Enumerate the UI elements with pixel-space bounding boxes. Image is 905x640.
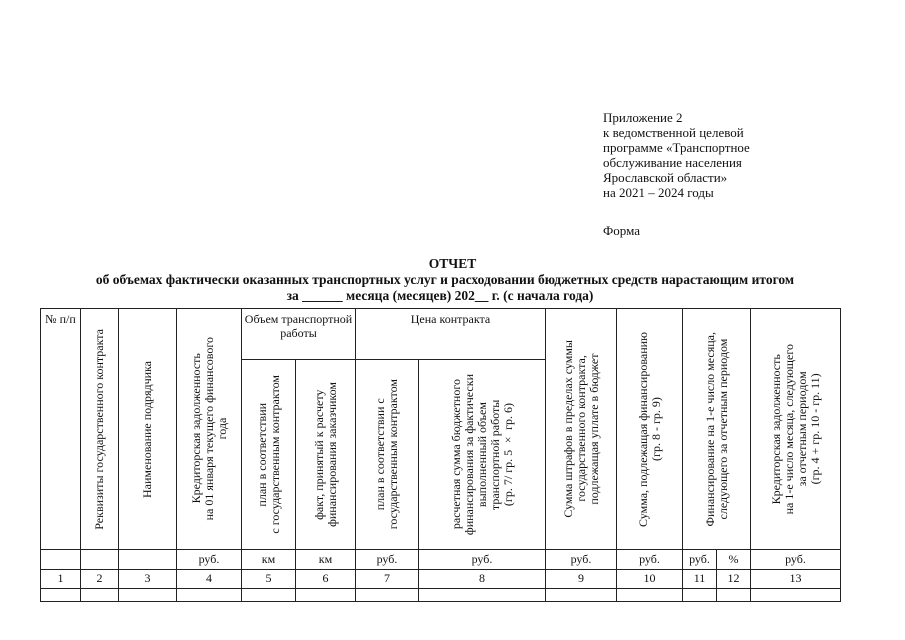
- column-number: 7: [356, 569, 419, 588]
- unit-rub: руб.: [177, 550, 242, 569]
- column-number: 12: [717, 569, 751, 588]
- report-subtitle: об объемах фактически оказанных транспортных услуг и расходовании бюджетных средств нарастающим итогом: [95, 272, 795, 287]
- header-financing-next: Финансирование на 1-е число месяца, следующего за отчетным периодом: [683, 309, 751, 550]
- empty-cell: [356, 588, 419, 601]
- unit-rub: руб.: [356, 550, 419, 569]
- unit-cell: [119, 550, 177, 569]
- header-price-group: Цена контракта: [356, 309, 546, 360]
- report-period: за ______ месяца (месяцев) 202__ г. (с начала года): [286, 288, 594, 303]
- column-number: 8: [419, 569, 546, 588]
- empty-cell: [296, 588, 356, 601]
- empty-cell: [717, 588, 751, 601]
- appendix-line: программе «Транспортное: [603, 140, 750, 155]
- header-requisites: Реквизиты государственного контракта: [81, 309, 119, 550]
- empty-cell: [419, 588, 546, 601]
- column-number: 13: [751, 569, 841, 588]
- header-num: № п/п: [41, 309, 81, 550]
- unit-rub: руб.: [419, 550, 546, 569]
- unit-percent: %: [717, 550, 751, 569]
- column-number: 10: [617, 569, 683, 588]
- empty-cell: [177, 588, 242, 601]
- report-title: ОТЧЕТ: [428, 256, 477, 271]
- unit-rub: руб.: [617, 550, 683, 569]
- unit-km: км: [296, 550, 356, 569]
- column-number: 3: [119, 569, 177, 588]
- column-number: 6: [296, 569, 356, 588]
- unit-rub: руб.: [683, 550, 717, 569]
- unit-rub: руб.: [751, 550, 841, 569]
- appendix-line: обслуживание населения: [603, 155, 742, 170]
- empty-cell: [242, 588, 296, 601]
- unit-cell: [41, 550, 81, 569]
- appendix-line: на 2021 – 2024 годы: [603, 185, 714, 200]
- appendix-line: Ярославской области»: [603, 170, 728, 185]
- header-due: Сумма, подлежащая финансированию (гр. 8 - гр. 9): [617, 309, 683, 550]
- header-volume-fact: факт, принятый к расчету финансирования заказчиком: [296, 359, 356, 550]
- empty-cell: [751, 588, 841, 601]
- unit-cell: [81, 550, 119, 569]
- header-contractor: Наименование подрядчика: [119, 309, 177, 550]
- unit-rub: руб.: [546, 550, 617, 569]
- header-volume-plan: план в соответствии с государственным контрактом: [242, 359, 296, 550]
- header-price-plan: план в соответствии с государственным контрактом: [356, 359, 419, 550]
- column-number: 11: [683, 569, 717, 588]
- form-label: Форма: [603, 223, 640, 238]
- empty-cell: [617, 588, 683, 601]
- column-number: 2: [81, 569, 119, 588]
- header-fines: Сумма штрафов в пределах суммы государственного контракта, подлежащая уплате в бюджет: [546, 309, 617, 550]
- appendix-line: Приложение 2: [603, 110, 683, 125]
- appendix-block: [603, 110, 750, 200]
- header-payables-end: Кредиторская задолженность на 1-е число месяца, следующего за отчетным периодом (гр. 4 + гр. 10 - гр. 11): [751, 309, 841, 550]
- column-number: 5: [242, 569, 296, 588]
- empty-cell: [81, 588, 119, 601]
- column-number: 4: [177, 569, 242, 588]
- report-table: [40, 308, 841, 602]
- header-price-calc: расчетная сумма бюджетного финансирования за фактически выполненный объем транспортной работы (гр. 7/ гр. 5 × гр. 6): [419, 359, 546, 550]
- appendix-line: к ведомственной целевой: [603, 125, 744, 140]
- empty-cell: [683, 588, 717, 601]
- empty-cell: [546, 588, 617, 601]
- empty-cell: [41, 588, 81, 601]
- header-payables-start: Кредиторская задолженность на 01 января текущего финансового года: [177, 309, 242, 550]
- column-number: 9: [546, 569, 617, 588]
- empty-cell: [119, 588, 177, 601]
- header-volume-group: Объем транспортной работы: [242, 309, 356, 360]
- column-number: 1: [41, 569, 81, 588]
- unit-km: км: [242, 550, 296, 569]
